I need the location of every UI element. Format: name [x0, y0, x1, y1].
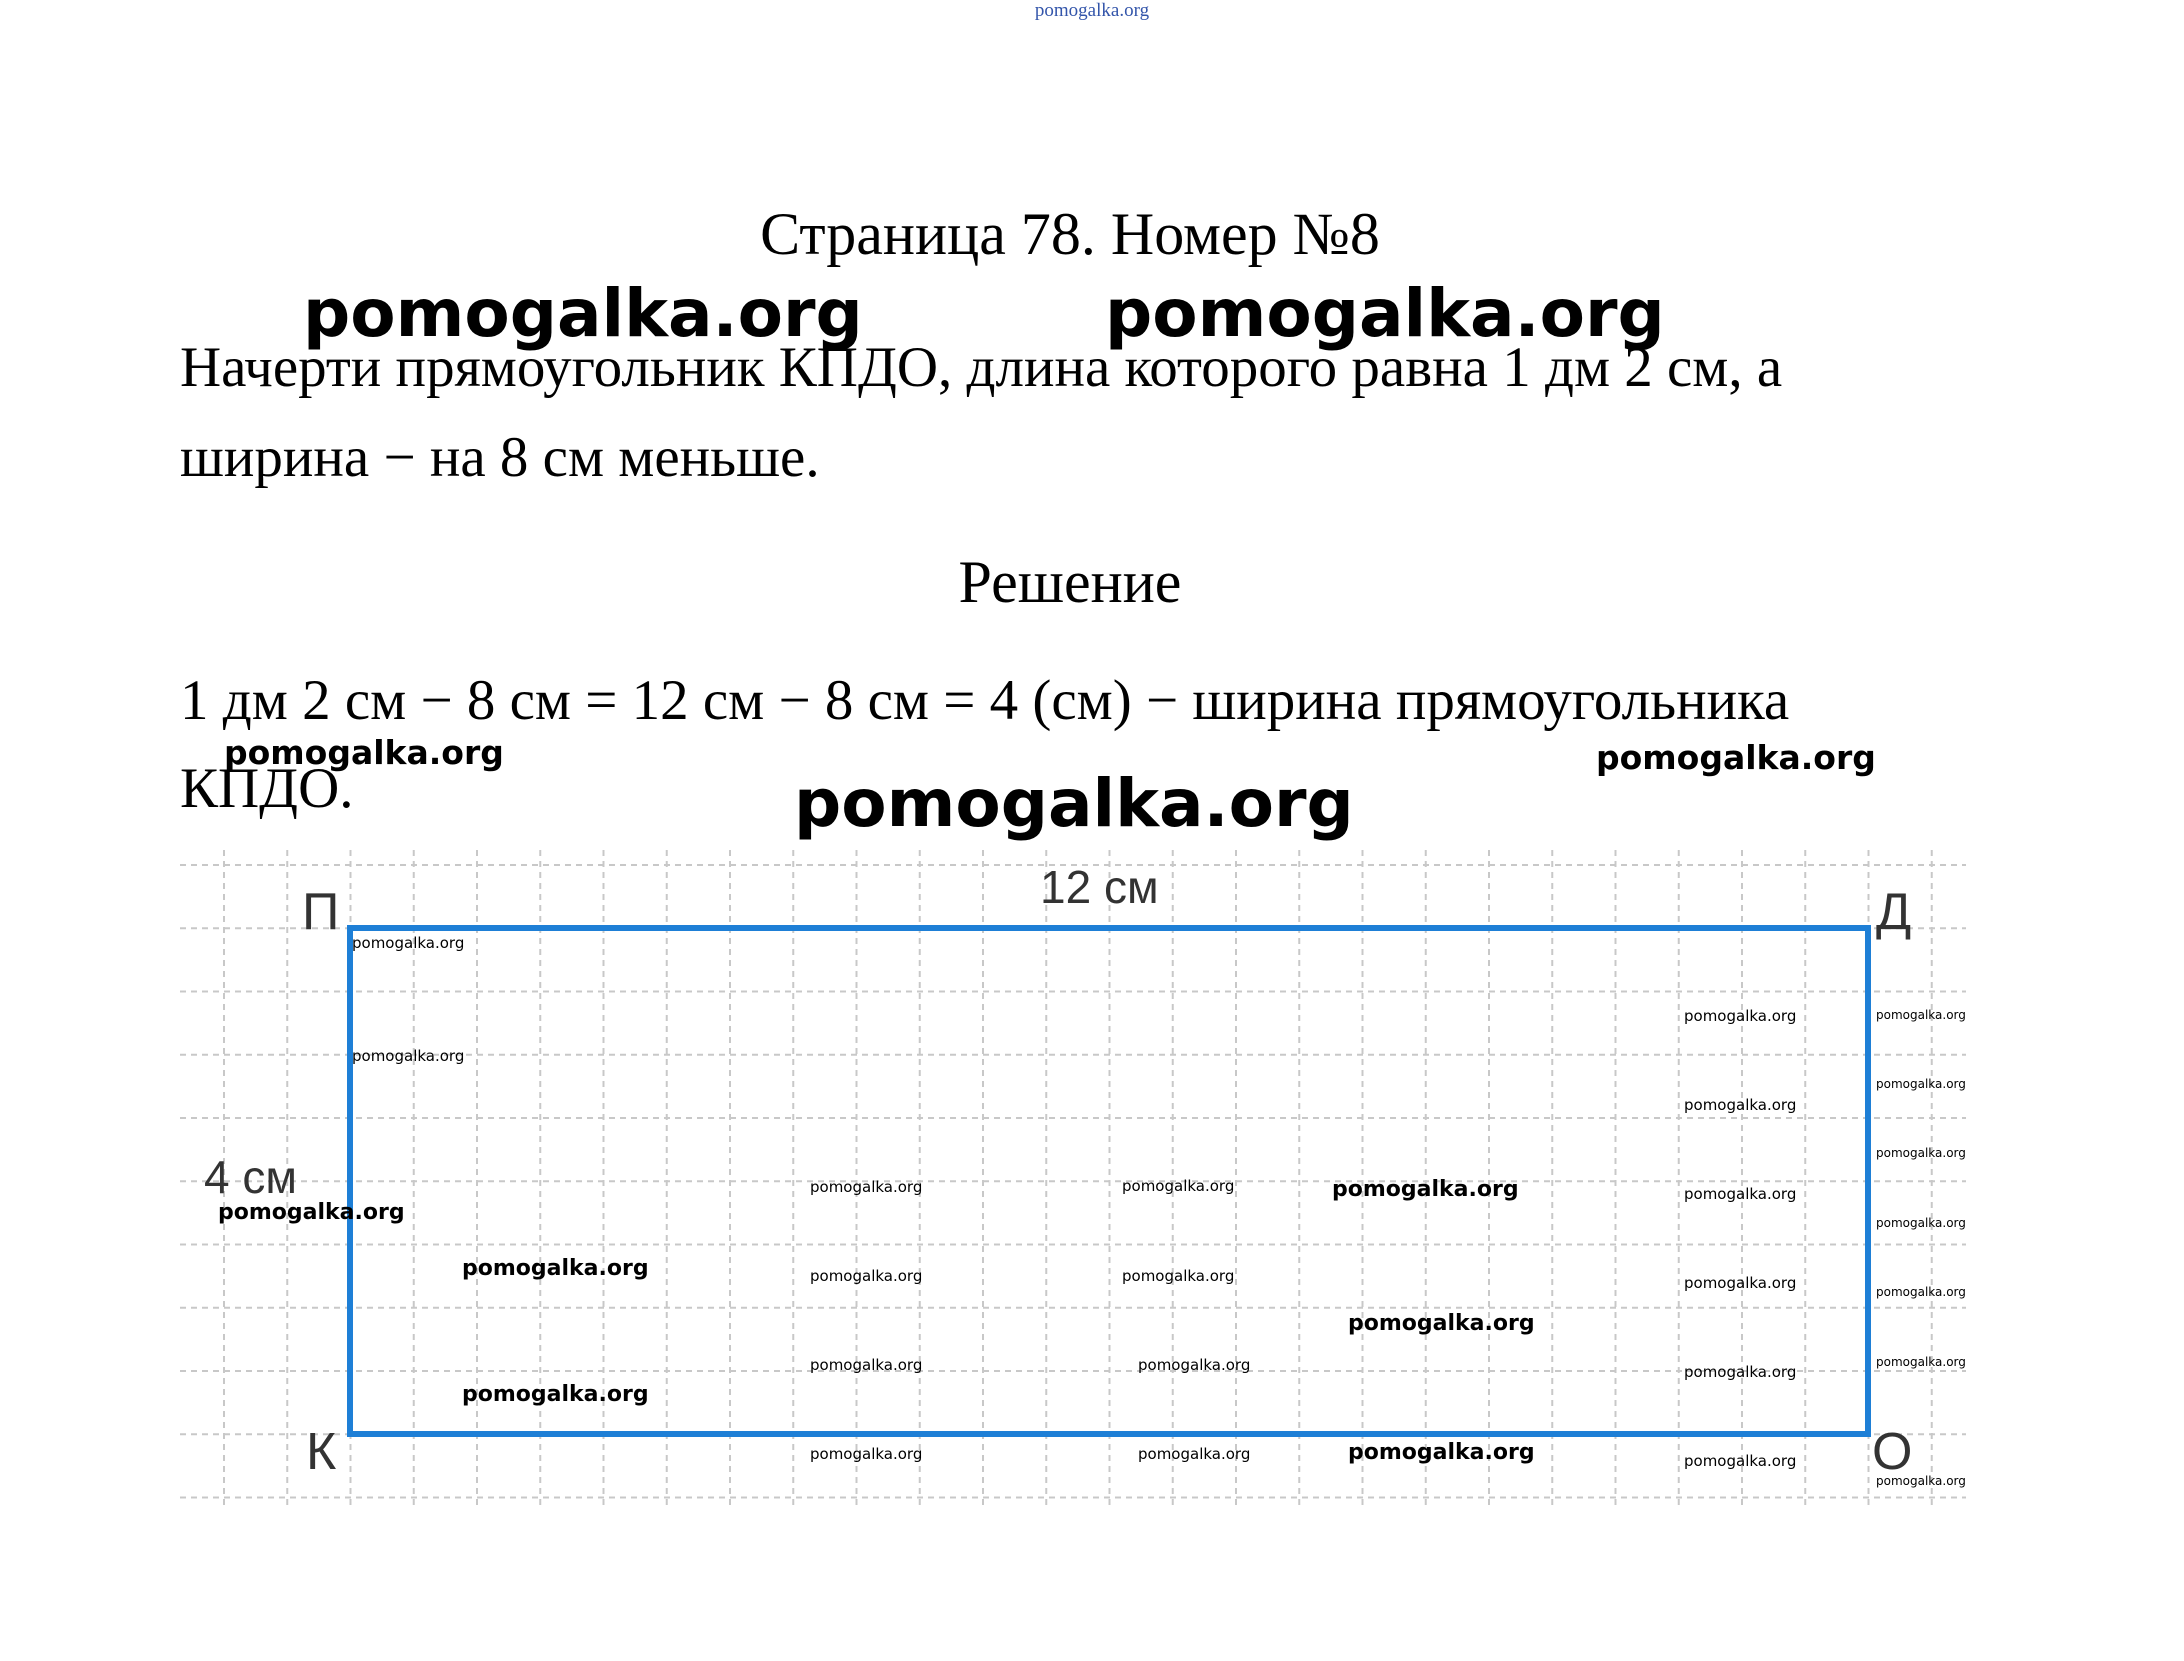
- watermark-tiny: pomogalka.org: [1684, 1007, 1797, 1025]
- width-label: 4 см: [204, 1151, 297, 1203]
- watermark-tiny: pomogalka.org: [352, 934, 465, 952]
- watermark-tiny: pomogalka.org: [810, 1356, 923, 1374]
- watermark-small: pomogalka.org: [462, 1382, 649, 1407]
- watermark-tiny: pomogalka.org: [1684, 1185, 1797, 1203]
- watermark-xs: pomogalka.org: [1876, 1216, 1966, 1230]
- watermark-xs: pomogalka.org: [1876, 1285, 1966, 1299]
- watermark-medium: pomogalka.org: [1596, 738, 1876, 777]
- watermark-small: pomogalka.org: [1348, 1311, 1535, 1336]
- watermark-small: pomogalka.org: [218, 1200, 405, 1225]
- task-line-1: Начерти прямоугольник КПДО, длина которого равна 1 дм 2 см, а: [180, 336, 1783, 399]
- watermark-tiny: pomogalka.org: [1684, 1452, 1797, 1470]
- watermark-xs: pomogalka.org: [1876, 1355, 1966, 1369]
- watermark-tiny: pomogalka.org: [810, 1445, 923, 1463]
- watermark-small: pomogalka.org: [1332, 1177, 1519, 1202]
- solution-line-1: 1 дм 2 см − 8 см = 12 см − 8 см = 4 (см) − ширина прямоугольника: [180, 669, 1790, 732]
- page-title: Страница 78. Номер №8: [760, 201, 1380, 267]
- watermark-small: pomogalka.org: [462, 1256, 649, 1281]
- watermark-tiny: pomogalka.org: [1684, 1363, 1797, 1381]
- vertex-d-label: Д: [1876, 883, 1912, 941]
- watermark-xs: pomogalka.org: [1876, 1008, 1966, 1022]
- solution-heading: Решение: [958, 549, 1182, 615]
- length-label: 12 см: [1040, 861, 1159, 913]
- watermark-xs: pomogalka.org: [1876, 1474, 1966, 1488]
- watermark-large: pomogalka.org: [1105, 275, 1665, 352]
- watermark-tiny: pomogalka.org: [810, 1267, 923, 1285]
- watermark-tiny: pomogalka.org: [1684, 1096, 1797, 1114]
- watermark-tiny: pomogalka.org: [1122, 1177, 1235, 1195]
- vertex-p-label: П: [302, 883, 340, 941]
- top-watermark: pomogalka.org: [1034, 0, 1150, 21]
- watermark-tiny: pomogalka.org: [1122, 1267, 1235, 1285]
- watermark-tiny: pomogalka.org: [1138, 1445, 1251, 1463]
- watermark-large: pomogalka.org: [303, 275, 863, 352]
- watermark-small: pomogalka.org: [1348, 1440, 1535, 1465]
- vertex-o-label: О: [1872, 1423, 1913, 1481]
- watermark-medium: pomogalka.org: [224, 733, 504, 772]
- watermark-xs: pomogalka.org: [1876, 1146, 1966, 1160]
- watermark-xs: pomogalka.org: [1876, 1077, 1966, 1091]
- watermark-large: pomogalka.org: [794, 765, 1354, 842]
- watermark-tiny: pomogalka.org: [810, 1178, 923, 1196]
- vertex-k-label: К: [306, 1423, 337, 1481]
- task-line-2: ширина − на 8 см меньше.: [180, 426, 820, 489]
- watermark-tiny: pomogalka.org: [352, 1047, 465, 1065]
- watermark-tiny: pomogalka.org: [1138, 1356, 1251, 1374]
- solution-line-2: КПДО.: [180, 757, 354, 820]
- watermark-tiny: pomogalka.org: [1684, 1274, 1797, 1292]
